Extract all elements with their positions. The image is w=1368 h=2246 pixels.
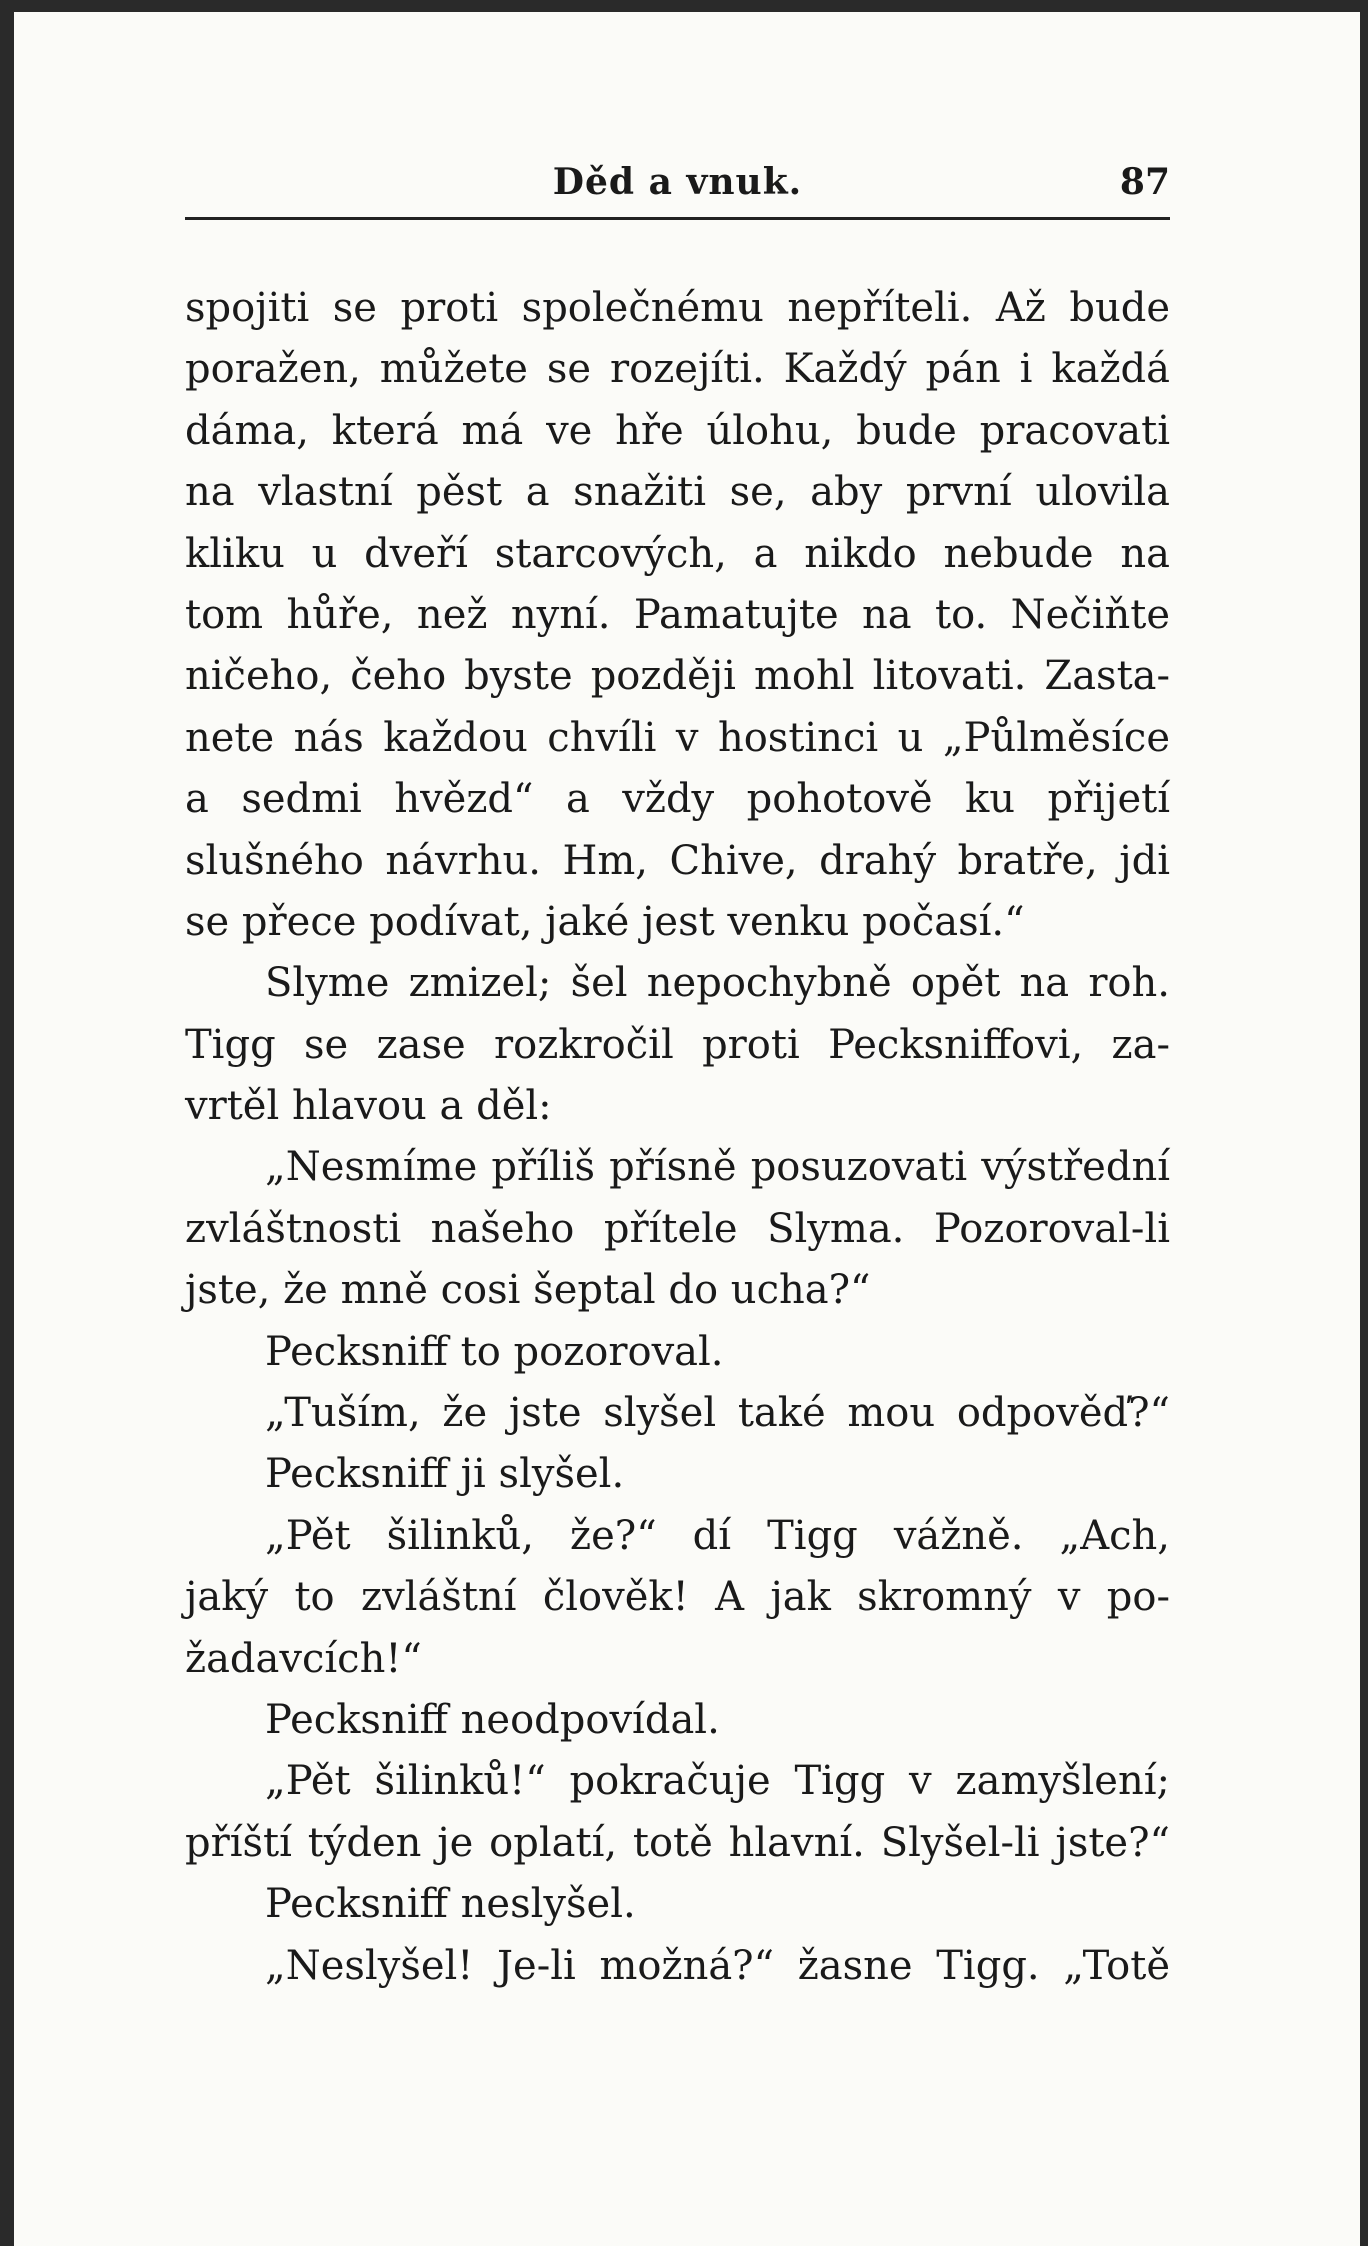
- text-line: spojiti se proti společnému nepříteli. Až bude: [185, 285, 1170, 331]
- text-line: „Pět šilinků!“ pokračuje Tigg v zamyšlení;: [265, 1758, 1170, 1805]
- page-number: 87: [1119, 161, 1170, 203]
- body-text: [185, 278, 1170, 1997]
- text-line: „Pět šilinků, že?“ dí Tigg vážně. „Ach,: [265, 1512, 1170, 1559]
- text-line: „Neslyšel! Je-li možná?“ žasne Tigg. „Totě: [265, 1942, 1170, 1989]
- text-line: „Nesmíme příliš přísně posuzovati výstřední: [265, 1144, 1170, 1191]
- text-line: tom hůře, než nyní. Pamatujte na to. Nečiňte: [185, 591, 1170, 638]
- text-line: na vlastní pěst a snažiti se, aby první ulovila: [185, 469, 1170, 516]
- running-header: [185, 155, 1170, 220]
- text-line: poražen, můžete se rozejíti. Každý pán i každá: [185, 346, 1170, 393]
- book-page: [185, 155, 1170, 1997]
- text-line: Pecksniff neodpovídal.: [265, 1696, 720, 1743]
- running-title: Děd a vnuk.: [552, 161, 803, 203]
- text-line: a sedmi hvězd“ a vždy pohotově ku přijetí: [185, 776, 1170, 823]
- text-line: žadavcích!“: [185, 1635, 422, 1682]
- text-line: Pecksniff to pozoroval.: [265, 1328, 724, 1375]
- text-line: jaký to zvláštní člověk! A jak skromný v po-: [185, 1574, 1170, 1621]
- text-line: vrtěl hlavou a děl:: [185, 1083, 552, 1130]
- text-line: příští týden je oplatí, totě hlavní. Slyšel-li jste?“: [185, 1819, 1170, 1866]
- text-line: se přece podívat, jaké jest venku počasí.“: [185, 898, 1025, 945]
- text-line: ničeho, čeho byste později mohl litovati. Zasta-: [185, 653, 1170, 700]
- text-line: Slyme zmizel; šel nepochybně opět na roh.: [265, 960, 1170, 1007]
- text-line: „Tuším, že jste slyšel také mou odpověď?“: [265, 1390, 1170, 1437]
- text-line: Pecksniff ji slyšel.: [265, 1451, 625, 1498]
- text-line: nete nás každou chvíli v hostinci u „Půlměsíce: [185, 714, 1170, 761]
- text-line: Tigg se zase rozkročil proti Pecksniffovi, za-: [185, 1021, 1170, 1068]
- text-line: jste, že mně cosi šeptal do ucha?“: [185, 1267, 871, 1314]
- text-line: Pecksniff neslyšel.: [265, 1881, 636, 1928]
- text-line: dáma, která má ve hře úlohu, bude pracovati: [185, 407, 1170, 454]
- text-line: kliku u dveří starcových, a nikdo nebude na: [185, 530, 1170, 577]
- text-line: zvláštnosti našeho přítele Slyma. Pozoroval-li: [185, 1205, 1170, 1252]
- text-line: slušného návrhu. Hm, Chive, drahý bratře, jdi: [185, 837, 1170, 884]
